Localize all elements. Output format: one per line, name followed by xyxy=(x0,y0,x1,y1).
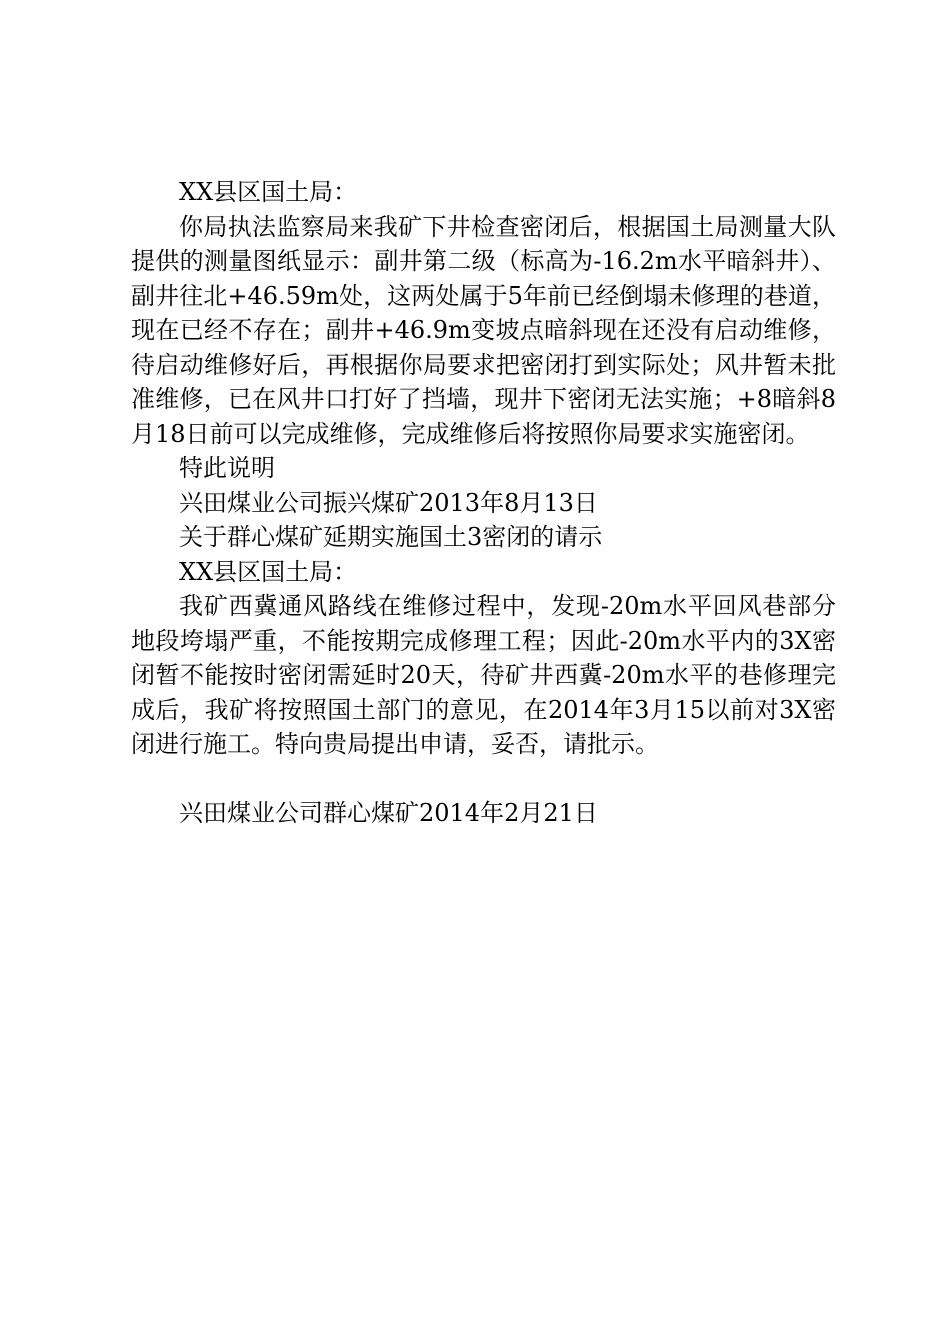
paragraph-2: 我矿西冀通风路线在维修过程中，发现-20m水平回风巷部分地段垮塌严重，不能按期完成修理工程；因此-20m水平内的3X密闭暂不能按时密闭需延时20天，待矿井西冀-20m水平的巷修理完成后，我矿将按照国土部门的意见，在2014年3月15以前对3X密闭进行施工。特向贵局提出申请，妥否，请批示。 xyxy=(131,592,836,758)
paragraph-1: 你局执法监察局来我矿下井检查密闭后，根据国土局测量大队提供的测量图纸显示：副井第二级（标高为-16.2m水平暗斜井）、副井往北+46.59m处，这两处属于5年前已经倒塌未修理的巷道，现在已经不存在；副井+46.9m变坡点暗斜现在还没有启动维修，待启动维修好后，再根据你局要求把密闭打到实际处；风井暂未批准维修，已在风井口打好了挡墙，现井下密闭无法实施；+8暗斜8月18日前可以完成维修，完成维修后将按照你局要求实施密闭。 xyxy=(131,212,836,448)
blank-line xyxy=(131,762,836,797)
closing-statement: 特此说明 xyxy=(179,454,275,482)
signature-1: 兴田煤业公司振兴煤矿2013年8月13日 xyxy=(179,488,598,517)
addressee-1: XX县区国土局： xyxy=(179,178,358,206)
addressee-2: XX县区国土局： xyxy=(179,557,358,586)
signature-2: 兴田煤业公司群心煤矿2014年2月21日 xyxy=(179,799,598,827)
document-body xyxy=(131,175,836,831)
request-title: 关于群心煤矿延期实施国土3密闭的请示 xyxy=(179,523,603,551)
